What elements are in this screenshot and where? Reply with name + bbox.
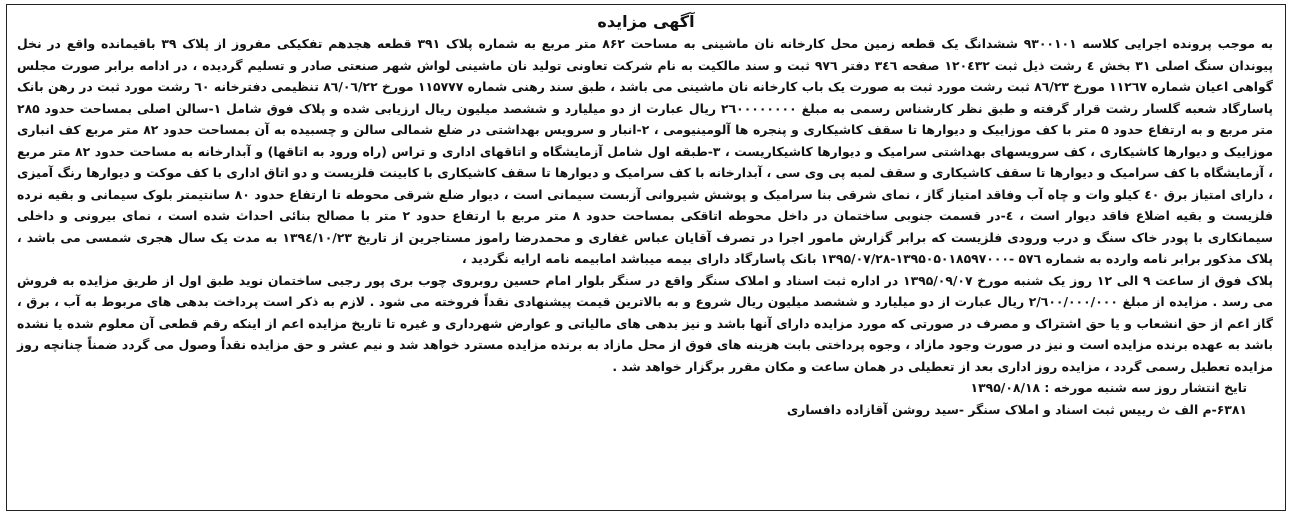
auction-notice	[6, 4, 1286, 511]
publish-date: تایخ انتشار روز سه شنبه مورخه : ۱۳۹۵/۰۸/۱۸	[970, 380, 1247, 395]
notice-title: آگهی مزایده	[597, 12, 695, 31]
auction-terms-paragraph: پلاک فوق از ساعت ۹ الی ۱۲ روز یک شنبه مورخ ۱۳۹۵/۰۹/۰۷ در اداره ثبت اسناد و املاک سنگر واقع در سنگر بلوار امام حسین روبروی چوب بری پور رجبی ساختمان نوید طبق اول از طریق مزایده به فروش می رسد . مزایده از مبلغ ۲/٦۰۰/۰۰۰/۰۰۰ ریال عبارت از دو میلیارد و ششصد میلیون ریال شروع و به بالاترین قیمت پیشنهادی نقداً فروخته می شود . لازم به ذکر است پرداخت بدهی های مربوط به آب ، برق ، گاز اعم از حق انشعاب و یا حق اشتراک و مصرف در صورتی که مورد مزایده دارای آنها باشد و نیز بدهی های مالیاتی و عوارض شهرداری و غیره تا تاریخ مزایده اعم از اینکه رقم قطعی آن معلوم شده یا نشده باشد به عهده برنده مزایده است و نیز در صورت وجود مازاد ، وجوه پرداختی بابت هزینه های فوق از محل مازاد به برنده مزایده مسترد خواهد شد و نیم عشر و حق مزایده نقداً وصول می گردد ضمناً چنانچه روز مزایده تعطیل رسمی گردد ، مزایده روز اداری بعد از تعطیلی در همان ساعت و مکان مقرر برگزار خواهد شد .	[17, 272, 1273, 374]
signature-line: ۶۳۸۱-م الف ث رییس ثبت اسناد و املاک سنگر -سید روشن آقازاده دافساری	[786, 401, 1247, 417]
notice-body	[7, 33, 1285, 420]
property-description-paragraph: به موجب پرونده اجرایی کلاسه ۹۳۰۰۱۰۱ ششدانگ یک قطعه زمین محل کارخانه نان ماشینی به مساحت ۸۶۲ متر مربع به شماره پلاک ۳۹۱ قطعه هجدهم تفکیکی مفروز از پلاک ۳۹ باقیمانده واقع در نخل پیوندان سنگ اصلی ۳۱ بخش ٤ رشت ذیل ثبت ۱۲۰٤۳۲ صفحه ۳٤٦ دفتر ۹۷٦ ثبت و سند مالکیت به نام شرکت تعاونی تولید نان ماشینی لواش شهر صنعتی صادر و تسلیم گردیده ، در ادامه برابر صورت مجلس گواهی اعیان شماره ۱۱۲٦۷ مورخ ۸٦/۲۳ ثبت رشت مورد ثبت به صورت یک باب کارخانه نان ماشینی می باشد ، طبق سند رهنی شماره ۱۱۵۷۷۷ مورخ ۸٦/۰٦/۲۲ تنظیمی دفترخانه ٦۰ رشت مورد ثبت در رهن بانک پاسارگاد شعبه گلسار رشت قرار گرفته و طبق نظر کارشناس رسمی به مبلغ ۲٦۰۰۰۰۰۰۰۰ ریال عبارت از دو میلیارد و ششصد میلیون ریال ارزیابی شده و پلاک فوق شامل ۱-سالن اصلی بمساحت حدود ۲۸۵ متر مربع و به ارتفاع حدود ۵ متر با کف موزاییک و دیوارها تا سقف کاشیکاری و پنجره ها آلومینیومی ، ۲-انبار و سرویس بهداشتی در ضلع شمالی سالن و چسبیده به آن بمساحت حدود ۸۲ متر مربع کف انباری موزاییک و دیوارها کاشیکاری ، کف سرویسهای بهداشتی سرامیک و دیوارها کاشیکاریست ، ۳-طبقه اول شامل آزمایشگاه و اتاقهای اداری و تراس (راه ورود به اتاقها) و آبدارخانه به مساحت حدود ۸۲ متر مربع ، آزمایشگاه با کف سرامیک و دیوارها تا سقف کاشیکاری و سقف لمبه پی وی سی ، آبدارخانه با کف سرامیک و دیوارها تا سقف کاشیکاری با کابینت فلزیست و دو اتاق اداری با کف موکت و دیوارها رنگ آمیزی ، دارای امتیاز برق ٤۰ کیلو وات و چاه آب وفاقد امتیاز گاز ، نمای شرقی بنا سرامیک و پوشش شیروانی آزبست سیمانی است ، دیوار ضلع شرقی محوطه تا ارتفاع حدود ۸۰ سانتیمتر بلوک سیمانی و بقیه نرده فلزیست و بقیه اضلاع فاقد دیوار است ، ٤-در قسمت جنوبی ساختمان در داخل محوطه اتاقکی بمساحت حدود ۸ متر مربع با ارتفاع حدود ۲ متر با مصالح بنائی احداث شده است ، نمای بیرونی و داخلی سیمانکاری با پودر خاک سنگ و درب ورودی فلزیست که برابر گزارش مامور اجرا در تصرف آقایان عباس غفاری و محمدرضا راموز مستاجرین از تاریخ ۱۳۹٤/۱۰/۲۳ به مدت یک سال هجری شمسی می باشد ، پلاک مذکور برابر نامه وارده به شماره ۵۷٦ -۱۳۹۵۰۵۰۱۸۵۹۷۰۰۰-۱۳۹۵/۰۷/۲۸ بانک پاسارگاد دارای بیمه میباشد امابیمه نامه ارایه نگردید ،	[17, 36, 1274, 266]
